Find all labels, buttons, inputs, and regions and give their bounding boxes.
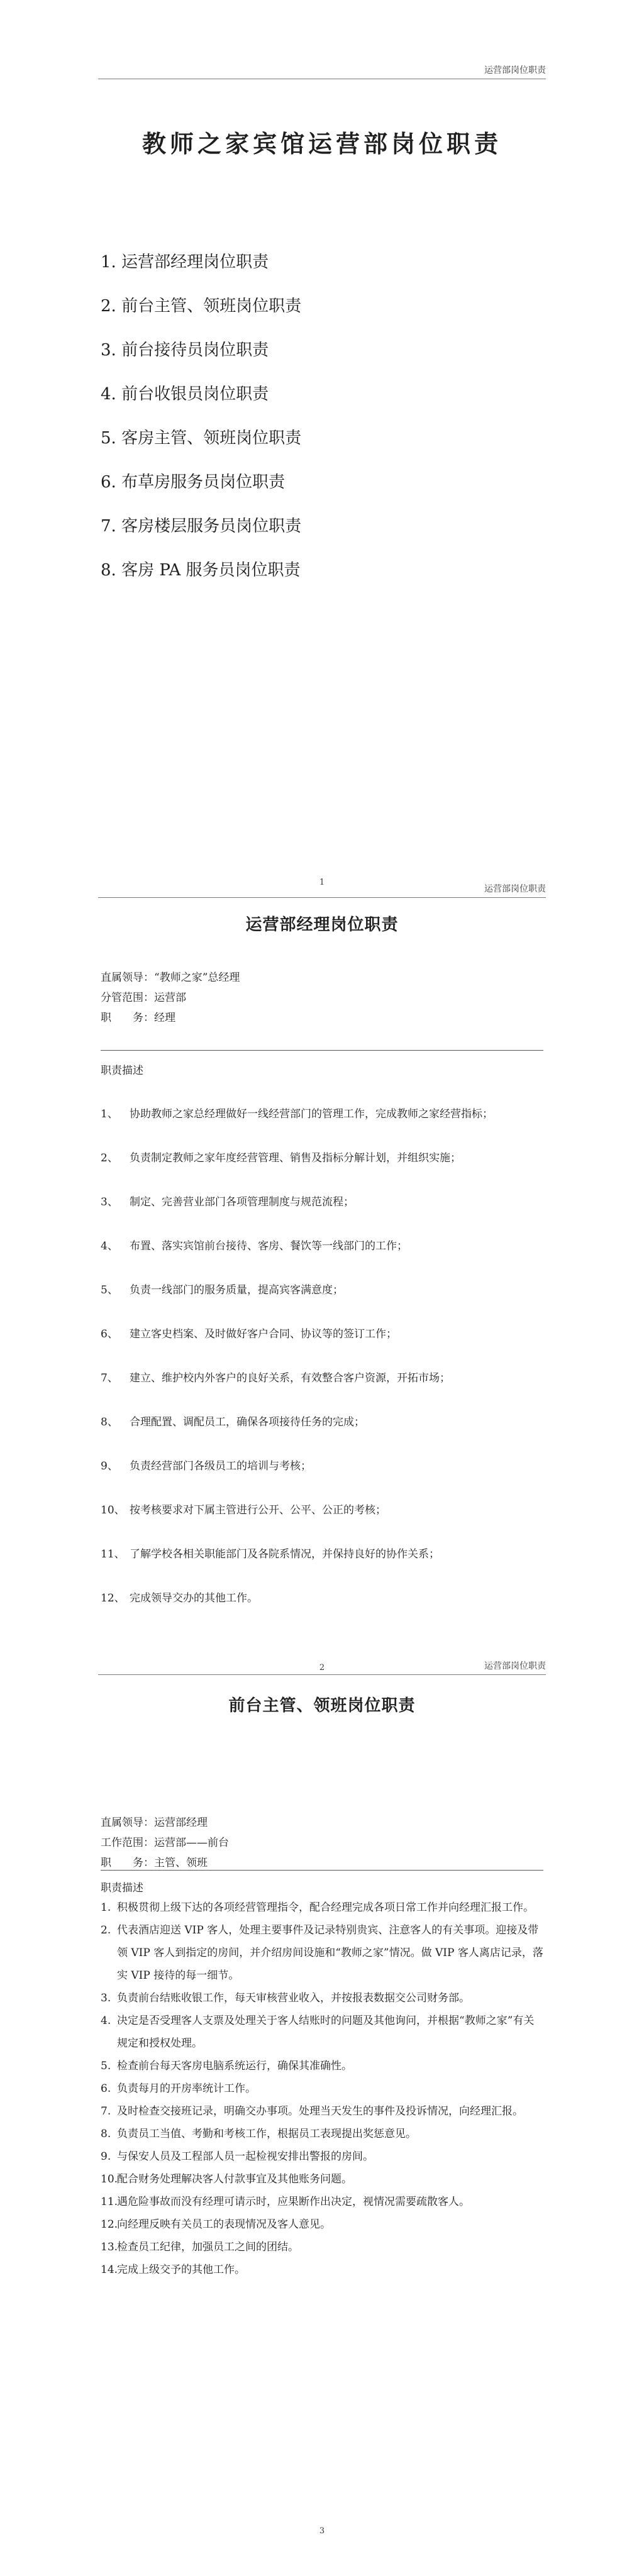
duty-number: 6.	[101, 2082, 111, 2095]
running-header	[98, 63, 546, 79]
duty-text: 负责每月的开房率统计工作。	[117, 2082, 256, 2095]
duty-number: 11.	[101, 2196, 118, 2208]
duty-number: 7.	[101, 2105, 111, 2118]
duty-text: 配合财务处理解决客人付款事宜及其他账务问题。	[117, 2173, 352, 2186]
duty-item	[101, 2145, 543, 2168]
toc-item: 5. 客房主管、领班岗位职责	[101, 429, 302, 448]
duty-item	[101, 1919, 543, 1987]
running-header-text: 运营部岗位职责	[484, 884, 546, 894]
duty-number: 8、	[101, 1416, 118, 1429]
duty-number: 11、	[101, 1548, 125, 1561]
duty-item	[101, 1092, 543, 1136]
duty-item	[101, 2100, 543, 2123]
duty-text: 按考核要求对下属主管进行公开、公平、公正的考核；	[130, 1504, 386, 1517]
meta-row	[101, 1813, 541, 1833]
duty-text: 完成领导交办的其他工作。	[130, 1592, 258, 1605]
duty-number: 8.	[101, 2128, 111, 2140]
description-label: 职责描述	[101, 1882, 143, 1894]
meta-value: 运营部——前台	[154, 1837, 229, 1849]
meta-label: 工作范围：	[101, 1837, 154, 1849]
duty-text: 向经理反映有关员工的表现情况及客人意见。	[117, 2218, 331, 2231]
duty-list	[101, 1896, 543, 2281]
duty-text: 积极贯彻上级下达的各项经营管理指令，配合经理完成各项日常工作并向经理汇报工作。	[117, 1901, 534, 1914]
duty-number: 9、	[101, 1460, 118, 1473]
duty-item	[101, 1356, 543, 1400]
duty-item	[101, 2077, 543, 2100]
front-desk-page	[0, 1661, 644, 2576]
meta-row	[101, 968, 541, 988]
duty-text: 了解学校各相关职能部门及各院系情况，并保持良好的协作关系；	[130, 1548, 440, 1561]
toc-item: 7. 客房楼层服务员岗位职责	[101, 517, 302, 536]
duty-item	[101, 2009, 543, 2055]
duty-list	[101, 1092, 543, 1620]
duty-item	[101, 1987, 543, 2009]
duty-number: 4.	[101, 2015, 111, 2027]
duty-text: 负责前台结账收银工作，每天审核营业收入，并按报表数据交公司财务部。	[117, 1992, 470, 2004]
duty-number: 12、	[101, 1592, 125, 1605]
duty-number: 9.	[101, 2150, 111, 2163]
duty-item	[101, 1268, 543, 1312]
meta-row	[101, 1008, 541, 1028]
duty-number: 10.	[101, 2173, 118, 2186]
duty-number: 6、	[101, 1328, 118, 1341]
toc-item: 1. 运营部经理岗位职责	[101, 253, 269, 272]
duty-number: 2、	[101, 1152, 118, 1164]
page-number: 1	[319, 878, 325, 887]
meta-value: 经理	[154, 1012, 175, 1024]
running-header	[98, 1661, 546, 1675]
running-header-text: 运营部岗位职责	[484, 65, 546, 75]
toc-item: 8. 客房 PA 服务员岗位职责	[101, 561, 301, 580]
duty-item	[101, 2191, 543, 2213]
duty-item	[101, 1312, 543, 1356]
section-title: 运营部经理岗位职责	[245, 915, 399, 934]
duty-number: 5.	[101, 2060, 111, 2072]
duty-text: 负责一线部门的服务质量，提高宾客满意度；	[130, 1284, 343, 1296]
duty-item	[101, 1400, 543, 1444]
duty-text: 完成上级交予的其他工作。	[117, 2264, 245, 2276]
toc-item: 6. 布草房服务员岗位职责	[101, 473, 286, 492]
running-header-text: 运营部岗位职责	[484, 1661, 546, 1671]
duty-text: 负责经营部门各级员工的培训与考核；	[130, 1460, 311, 1473]
duty-item	[101, 2236, 543, 2258]
meta-label: 职 务：	[101, 1012, 154, 1024]
meta-label: 直属领导：	[101, 1816, 154, 1829]
toc-item: 4. 前台收银员岗位职责	[101, 385, 269, 404]
meta-label: 职 务：	[101, 1857, 154, 1869]
duty-number: 3、	[101, 1196, 118, 1208]
duty-text: 布置、落实宾馆前台接待、客房、餐饮等一线部门的工作；	[130, 1240, 408, 1252]
duty-text: 决定是否受理客人支票及处理关于客人结账时的问题及其他询问，并根据“教师之家”有关规定和授权处理。	[117, 2015, 535, 2050]
duty-item	[101, 1224, 543, 1268]
meta-label: 直属领导：	[101, 971, 154, 984]
duty-number: 2.	[101, 1924, 111, 1937]
cover-title: 教师之家宾馆运营部岗位职责	[142, 130, 502, 158]
duty-number: 1.	[101, 1901, 111, 1914]
running-header	[98, 884, 546, 898]
description-label: 职责描述	[101, 1064, 143, 1077]
duty-item	[101, 2123, 543, 2145]
duty-item	[101, 1576, 543, 1620]
cover-page	[0, 0, 644, 887]
duty-item	[101, 1532, 543, 1576]
toc-item: 2. 前台主管、领班岗位职责	[101, 297, 302, 316]
duty-number: 14.	[101, 2264, 118, 2276]
table-of-contents	[101, 240, 301, 592]
meta-value: “教师之家”总经理	[154, 971, 240, 984]
meta-value: 主管、领班	[154, 1857, 208, 1869]
meta-label: 分管范围：	[101, 992, 154, 1004]
duty-number: 10、	[101, 1504, 125, 1517]
duty-text: 代表酒店迎送 VIP 客人，处理主要事件及记录特别贵宾、注意客人的有关事项。迎接及带领 VIP 客人到指定的房间，并介绍房间设施和“教师之家”情况。做 VIP 客人离店记录，落实 VIP 接待的每一细节。	[117, 1924, 543, 1982]
job-meta	[101, 968, 541, 1028]
duty-item	[101, 2258, 543, 2281]
duty-text: 检查前台每天客房电脑系统运行，确保其准确性。	[117, 2060, 352, 2072]
duty-text: 负责员工当值、考勤和考核工作，根据员工表现提出奖惩意见。	[117, 2128, 416, 2140]
duty-number: 5、	[101, 1284, 118, 1296]
duty-item	[101, 2168, 543, 2191]
divider	[101, 1050, 543, 1051]
duty-number: 7、	[101, 1372, 118, 1385]
meta-row	[101, 988, 541, 1008]
duty-item	[101, 1896, 543, 1919]
duty-item	[101, 1488, 543, 1532]
meta-value: 运营部	[154, 992, 186, 1004]
meta-value: 运营部经理	[154, 1816, 208, 1829]
duty-item	[101, 1444, 543, 1488]
duty-number: 3.	[101, 1992, 111, 2004]
duty-text: 及时检查交接班记录，明确交办事项。处理当天发生的事件及投诉情况，向经理汇报。	[117, 2105, 523, 2118]
toc-item: 3. 前台接待员岗位职责	[101, 341, 269, 360]
duty-text: 遇危险事故而没有经理可请示时，应果断作出决定，视情况需要疏散客人。	[117, 2196, 470, 2208]
duty-item	[101, 2213, 543, 2236]
page-number: 2	[319, 1663, 325, 1672]
meta-row	[101, 1833, 541, 1853]
duty-number: 12.	[101, 2218, 118, 2231]
duty-text: 负责制定教师之家年度经营管理、销售及指标分解计划，并组织实施；	[130, 1152, 461, 1164]
duty-text: 制定、完善营业部门各项管理制度与规范流程；	[130, 1196, 354, 1208]
duty-item	[101, 2055, 543, 2077]
duty-number: 13.	[101, 2241, 118, 2253]
duty-text: 合理配置、调配员工，确保各项接待任务的完成；	[130, 1416, 365, 1429]
divider	[101, 1870, 543, 1871]
duty-text: 与保安人员及工程部人员一起检视安排出警报的房间。	[117, 2150, 374, 2163]
job-meta	[101, 1813, 541, 1873]
page-number: 3	[319, 2526, 325, 2536]
duty-number: 4、	[101, 1240, 118, 1252]
duty-text: 检查员工纪律，加强员工之间的团结。	[117, 2241, 299, 2253]
duty-number: 1、	[101, 1108, 118, 1120]
duty-item	[101, 1180, 543, 1224]
duty-item	[101, 1136, 543, 1180]
duty-text: 建立、维护校内外客户的良好关系，有效整合客户资源，开拓市场；	[130, 1372, 450, 1385]
duty-text: 建立客史档案、及时做好客户合同、协议等的签订工作；	[130, 1328, 397, 1341]
duty-text: 协助教师之家总经理做好一线经营部门的管理工作，完成教师之家经营指标；	[130, 1108, 493, 1120]
manager-page	[0, 884, 644, 1672]
section-title: 前台主管、领班岗位职责	[228, 1696, 416, 1715]
